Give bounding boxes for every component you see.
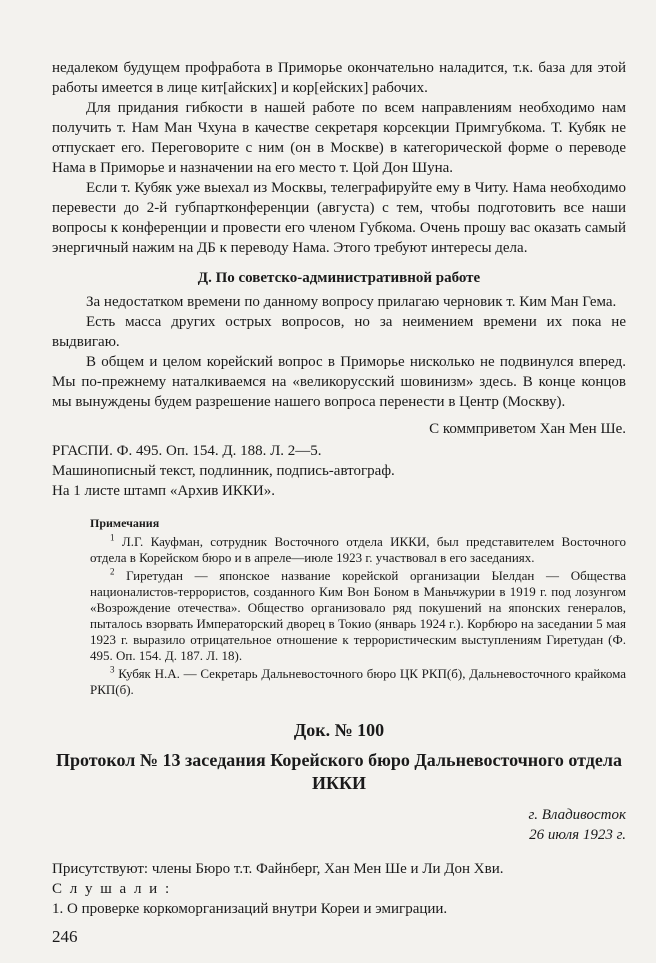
footnote-text: Гиретудан — японское название корейской организации Ыелдан — Общества националистов-террористов, созданного Ким Вон Боном в Маньчжурии в 1919 г. под лозунгом «Возрождение отечества». Общество организовало ряд покушений на японских генералов, пыталось взорвать Императорский дворец в Токио (январь 1924 г.). Корбюро на заседании 5 мая 1923 г. выразило отрицательное отношение к террористическим выступлениям Гиретудан (Ф. 495. Оп. 154. Д. 187. Л. 18). <box>90 568 626 663</box>
paragraph: В общем и целом корейский вопрос в Приморье нисколько не подвинулся вперед. Мы по-прежнему наталкиваемся на «великорусский шовинизм» здесь. В конце концов мы вынуждены будем разрешение нашего вопроса перенести в Центр (Москву). <box>52 354 626 410</box>
footnote-number: 2 <box>110 566 115 577</box>
page-number: 246 <box>52 927 78 946</box>
document-title: Протокол № 13 заседания Корейского бюро Дальневосточного отдела ИККИ <box>56 750 622 793</box>
source-line: Машинописный текст, подлинник, подпись-автограф. <box>52 463 395 479</box>
place-date <box>52 805 626 845</box>
document-number: Док. № 100 <box>293 720 385 740</box>
section-heading: Д. По советско-административной работе <box>197 270 481 286</box>
footnote <box>90 568 626 664</box>
footnote-text: Кубяк Н.А. — Секретарь Дальневосточного бюро ЦК РКП(б), Дальневосточного крайкома РКП(б). <box>90 666 627 697</box>
footnote-number: 1 <box>110 532 115 543</box>
paragraph: Для придания гибкости в нашей работе по всем направлениям необходимо нам получить т. Нам Ман Чхуна в качестве секретаря корсекции Примгубкома. Т. Кубяк не отпускает его. Переговорите с ним (он в Москве) в категорической форме о переводе Нама в Приморье и назначении на его место т. Цой Дон Шуна. <box>52 100 626 176</box>
archive-source <box>52 441 626 501</box>
paragraph: Если т. Кубяк уже выехал из Москвы, телеграфируйте ему в Читу. Нама необходимо перевести до 2-й губпартконференции (августа) с тем, чтобы подготовить все наши вопросы к конференции и провести его членом Губкома. Очень прошу вас оказать самый энергичный нажим на ДБ к переводу Нама. Этого требуют интересы дела. <box>52 180 626 256</box>
footnote <box>90 534 626 566</box>
heard-heading: С л у ш а л и : <box>52 881 172 897</box>
agenda-item: 1. О проверке коркоморганизаций внутри Кореи и эмиграции. <box>52 901 448 917</box>
footnote-text: Л.Г. Кауфман, сотрудник Восточного отдела ИККИ, был представителем Восточного отдела в Корейском бюро и в апреле—июле 1923 г. участвовал в его заседаниях. <box>90 534 626 565</box>
source-line: На 1 листе штамп «Архив ИККИ». <box>52 483 275 499</box>
attendees: Присутствуют: члены Бюро т.т. Файнберг, Хан Мен Ше и Ли Дон Хви. <box>52 861 504 877</box>
signoff: С коммприветом Хан Мен Ше. <box>429 421 626 437</box>
letter-body-top <box>52 58 626 258</box>
footnote <box>90 666 626 698</box>
place: г. Владивосток <box>528 807 626 823</box>
footnote-number: 3 <box>110 664 115 675</box>
notes-block <box>52 515 626 698</box>
letter-body-section <box>52 292 626 412</box>
paragraph: За недостатком времени по данному вопросу прилагаю черновик т. Ким Ман Гема. <box>86 294 617 310</box>
source-line: РГАСПИ. Ф. 495. Оп. 154. Д. 188. Л. 2—5. <box>52 443 322 459</box>
paragraph: Есть масса других острых вопросов, но за неимением времени их пока не выдвигаю. <box>52 314 626 350</box>
paragraph: недалеком будущем профработа в Приморье окончательно наладится, т.к. база для этой работы имеется в лице кит[айских] и кор[ейских] рабочих. <box>52 60 626 96</box>
date: 26 июля 1923 г. <box>529 827 626 843</box>
notes-title: Примечания <box>90 516 160 530</box>
